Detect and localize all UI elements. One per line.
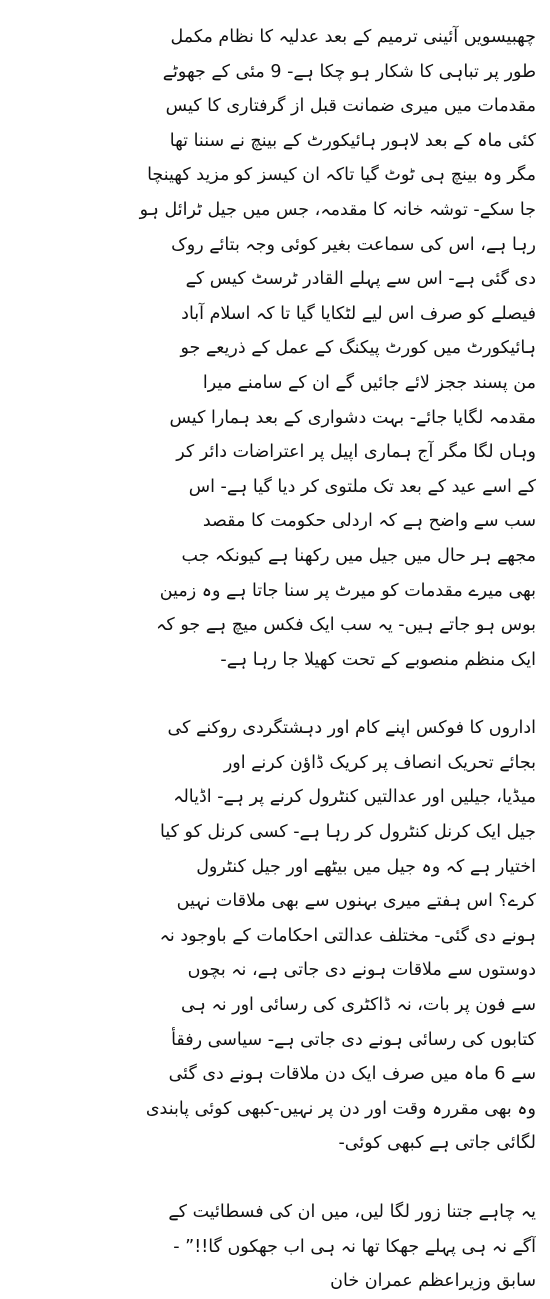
text-line: ہونے دی گئی- مختلف عدالتی احکامات کے باوجود نہ: [159, 925, 536, 946]
text-line: مقدمات میں میری ضمانت قبل از گرفتاری کا کیس: [165, 96, 536, 117]
text-line: بوس ہو جاتے ہیں- یہ سب ایک فکس میچ ہے جو کہ: [156, 615, 536, 636]
text-line: وہاں لگا مگر آج ہماری اپیل پر اعتراضات دائر کر: [176, 442, 536, 463]
text-line: مقدمہ لگایا جائے- بہت دشواری کے بعد ہمارا کیس: [169, 407, 536, 428]
text-line: بھی میرے مقدمات کو میرٹ پر سنا جاتا ہے وہ زمین: [159, 580, 536, 601]
text-line: بجائے تحریک انصاف پر کریک ڈاؤن کرنے اور: [223, 752, 536, 773]
text-line: مجھے ہر حال میں جیل میں رکھنا ہے کیونکہ جب: [181, 545, 536, 566]
text-line: آگے نہ ہی پہلے جھکا تھا نہ ہی اب جھکوں گا!!” -: [173, 1236, 536, 1257]
text-line: ہائیکورٹ میں کورٹ پیکنگ کے عمل کے ذریعے جو: [180, 338, 536, 359]
paragraph-gap: [12, 677, 536, 711]
text-line: چھبیسویں آئینی ترمیم کے بعد عدلیہ کا نظام مکمل: [170, 27, 536, 47]
text-line: ایک منظم منصوبے کے تحت کھیلا جا رہا ہے-: [220, 649, 536, 670]
text-line: جیل ایک کرنل کنٹرول کر رہا ہے- کسی کرنل کو کیا: [159, 822, 536, 843]
text-line: مگر وہ بینچ ہی ٹوٹ گیا تاکہ ان کیسز کو مزید کھینچا: [147, 165, 536, 186]
paragraph-2: [12, 711, 536, 1161]
text-line: میڈیا، جیلیں اور عدالتیں کنٹرول کرنے پر ہے- اڈیالہ: [173, 787, 536, 808]
text-line: سے 6 ماہ میں صرف ایک دن ملاقات ہونے دی گئی: [168, 1064, 536, 1085]
text-line: کے اسے عید کے بعد تک ملتوی کر دیا گیا ہے- اس: [188, 476, 536, 497]
text-line: کئی ماہ کے بعد لاہور ہائیکورٹ کے بینچ نے سننا تھا: [169, 130, 536, 151]
signature-line: سابق وزیراعظم عمران خان: [330, 1271, 536, 1292]
paragraph-1: [12, 20, 536, 677]
text-line: اختیار ہے کہ وہ جیل میں بیٹھے اور جیل کنٹرول: [196, 856, 536, 877]
paragraph-3: [12, 1195, 536, 1299]
paragraph-gap: [12, 1161, 536, 1195]
document-body: [12, 20, 536, 1299]
text-line: فیصلے کو صرف اس لیے لٹکایا گیا تا کہ اسلام آباد: [181, 303, 536, 324]
text-line: سے فون پر بات، نہ ڈاکٹری کی رسائی اور نہ ہی: [181, 995, 536, 1016]
text-line: یہ چاہے جتنا زور لگا لیں، میں ان کی فسطائیت کے: [168, 1202, 536, 1222]
text-line: دوستوں سے ملاقات ہونے دی جاتی ہے، نہ بچوں: [187, 960, 536, 981]
text-line: وہ بھی مقررہ وقت اور دن پر نہیں-کبھی کوئی پابندی: [145, 1098, 536, 1119]
text-line: اداروں کا فوکس اپنے کام اور دہشتگردی روکنے کی: [167, 718, 536, 739]
text-line: سب سے واضح ہے کہ اردلی حکومت کا مقصد: [202, 511, 536, 532]
text-line: کرے؟ اس ہفتے میری بہنوں سے بھی ملاقات نہیں: [176, 891, 536, 912]
text-line: من پسند ججز لائے جائیں گے ان کے سامنے میرا: [202, 372, 536, 393]
text-line: طور پر تباہی کا شکار ہو چکا ہے- 9 مئی کے جھوٹے: [162, 61, 536, 82]
text-line: لگائی جاتی ہے کبھی کوئی-: [338, 1133, 536, 1154]
text-line: جا سکے- توشہ خانہ کا مقدمہ، جس میں جیل ٹرائل ہو: [139, 199, 536, 220]
text-line: کتابوں کی رسائی ہونے دی جاتی ہے- سیاسی رفقأ: [171, 1029, 536, 1050]
text-line: رہا ہے، اس کی سماعت بغیر کوئی وجہ بتائے روک: [171, 234, 536, 255]
text-line: دی گئی ہے- اس سے پہلے القادر ٹرسٹ کیس کے: [185, 269, 536, 290]
